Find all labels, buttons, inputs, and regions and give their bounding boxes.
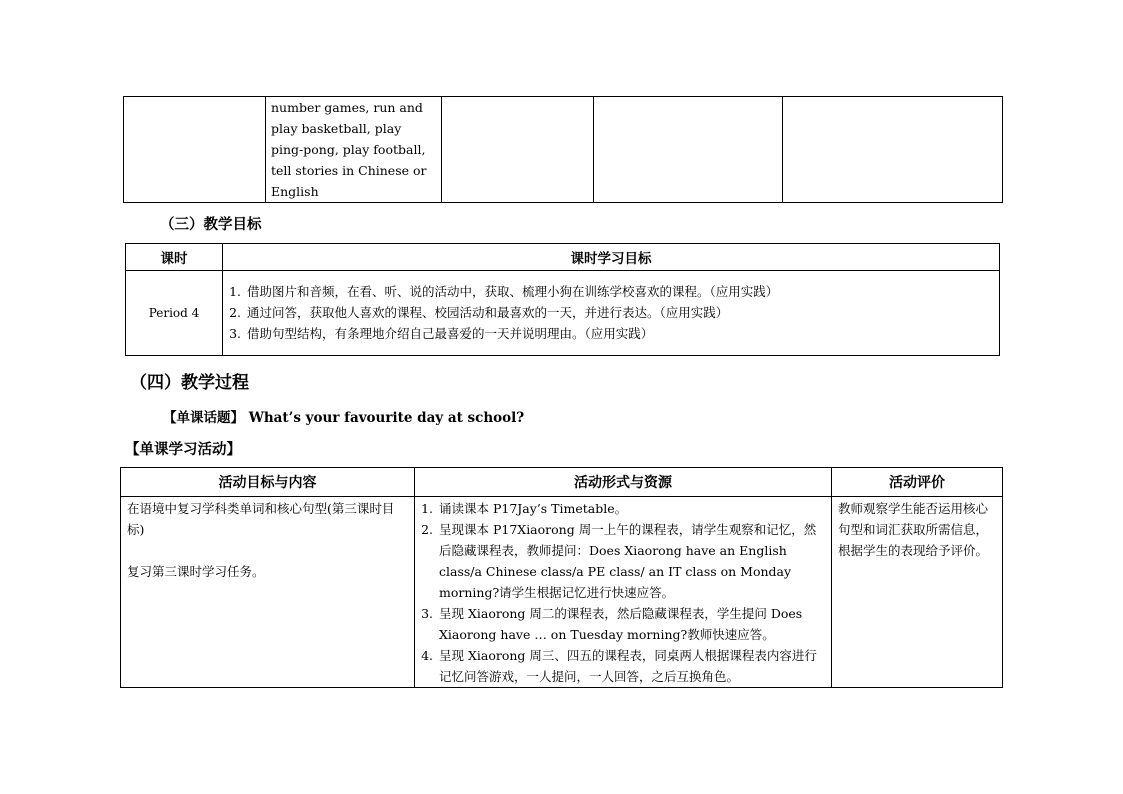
list-item: 1. 借助图片和音频，在看、听、说的活动中，获取、梳理小狗在训练学校喜欢的课程。（应用实践） xyxy=(245,281,993,302)
list-item: 3. 呈现 Xiaorong 周二的课程表，然后隐藏课程表，学生提问 Does Xiaorong have … on Tuesday morning?教师快速应答。 xyxy=(437,603,825,645)
table-cell xyxy=(783,97,1003,203)
table-row xyxy=(126,271,1000,356)
table-row xyxy=(121,497,1003,688)
evaluation-cell: 教师观察学生能否运用核心句型和词汇获取所需信息，根据学生的表现给予评价。 xyxy=(832,497,1003,688)
activities-heading: 【单课学习活动】 xyxy=(125,441,241,458)
table-cell xyxy=(442,97,594,203)
topic-label: 【单课话题】 xyxy=(163,410,244,426)
table-cell xyxy=(266,97,442,203)
column-header: 课时学习目标 xyxy=(223,244,1000,271)
table-row xyxy=(124,97,1003,203)
activities-list-text: number games, run and play basketball, play ping-pong, play football, tell stories in Chinese or English xyxy=(271,100,427,199)
list-item: 2. 通过问答，获取他人喜欢的课程、校园活动和最喜欢的一天，并进行表达。（应用实践） xyxy=(245,302,993,323)
table-header-row xyxy=(126,244,1000,271)
objectives-table xyxy=(125,243,1000,356)
goal-content-cell xyxy=(121,497,415,688)
period-cell: Period 4 xyxy=(126,271,223,356)
table-cell xyxy=(124,97,266,203)
table-header-row xyxy=(121,468,1003,497)
list-item: 2. 呈现课本 P17Xiaorong 周一上午的课程表，请学生观察和记忆，然后隐藏课程表，教师提问：Does Xiaorong have an English class/a Chinese class/a PE class/ an IT class on Monday morning?请学生根据记忆进行快速应答。 xyxy=(437,519,825,603)
list-item: 1. 诵读课本 P17Jay’s Timetable。 xyxy=(437,498,825,519)
goals-list xyxy=(229,281,993,344)
activities-table xyxy=(120,467,1003,688)
activity-steps-list xyxy=(421,498,825,687)
column-header: 活动评价 xyxy=(832,468,1003,497)
continuation-table xyxy=(123,96,1003,203)
section-heading-process: （四）教学过程 xyxy=(130,373,249,393)
list-item: 4. 呈现 Xiaorong 周三、四五的课程表，同桌两人根据课程表内容进行记忆问答游戏，一人提问，一人回答，之后互换角色。 xyxy=(437,645,825,687)
column-header: 活动形式与资源 xyxy=(415,468,832,497)
goal-text: 在语境中复习学科类单词和核心句型(第三课时目标) xyxy=(127,501,395,537)
topic-text: What’s your favourite day at school? xyxy=(248,410,525,426)
table-cell xyxy=(594,97,783,203)
lesson-topic xyxy=(163,406,524,426)
column-header: 课时 xyxy=(126,244,223,271)
goals-cell xyxy=(223,271,1000,356)
activity-form-cell xyxy=(415,497,832,688)
list-item: 3. 借助句型结构，有条理地介绍自己最喜爱的一天并说明理由。（应用实践） xyxy=(245,323,993,344)
goal-task-text: 复习第三课时学习任务。 xyxy=(127,564,265,579)
column-header: 活动目标与内容 xyxy=(121,468,415,497)
section-heading-objectives: （三）教学目标 xyxy=(160,216,262,233)
